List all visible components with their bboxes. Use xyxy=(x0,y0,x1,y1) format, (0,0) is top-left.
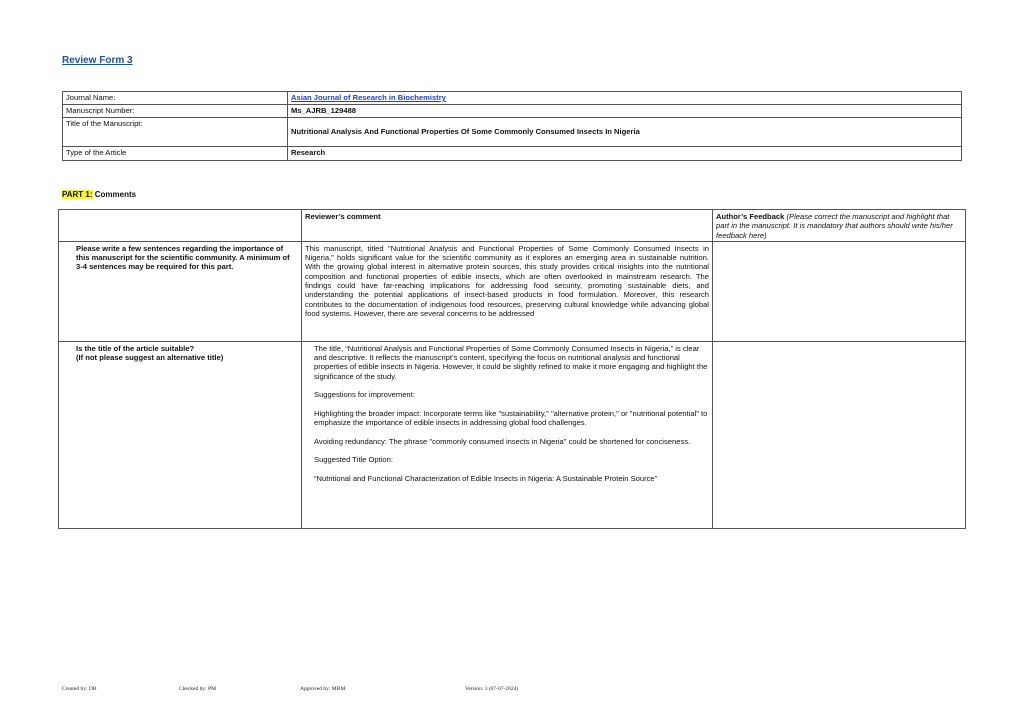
manuscript-number: Ms_AJRB_129488 xyxy=(288,105,962,118)
part-number: PART 1: xyxy=(62,190,93,199)
reviewer-comment-importance xyxy=(302,241,713,341)
journal-label: Journal Name: xyxy=(63,92,288,105)
comment-paragraph: The title, “Nutritional Analysis and Functional Properties of Some Commonly Consumed Insects in Nigeria,” is clear and descriptive. It reflects the manuscript’s content, specifying the focus on nutritional analysis and functional properties of edible insects in Nigeria. However, it could be slightly refined to make it more engaging and highlight the significance of the study. xyxy=(314,343,708,381)
article-type: Research xyxy=(288,147,962,161)
part-label: Comments xyxy=(92,190,137,199)
author-feedback-label: Author’s Feedback xyxy=(716,212,785,221)
reviewer-comment-title xyxy=(302,341,713,528)
part-heading xyxy=(62,190,136,199)
journal-link[interactable]: Asian Journal of Research in Biochemistry xyxy=(291,93,446,102)
comment-paragraph: Highlighting the broader impact: Incorporate terms like "sustainability," "alternative protein," or "nutritional potential" to emphasize the importance of edible insects in addressing global food challenges. xyxy=(314,408,708,428)
manuscript-title: Nutritional Analysis And Functional Properties Of Some Commonly Consumed Insects In Nigeria xyxy=(288,118,962,147)
suggested-title: “Nutritional and Functional Characterization of Edible Insects in Nigeria: A Sustainable Protein Source” xyxy=(314,474,658,484)
footer-created: Created by: DR xyxy=(62,686,97,692)
article-type-label: Type of the Article xyxy=(63,147,288,161)
author-feedback-cell[interactable] xyxy=(713,241,966,341)
table-row xyxy=(59,241,966,341)
comments-table xyxy=(58,209,966,529)
empty-header-cell xyxy=(59,210,302,242)
question-title-suitable: Is the title of the article suitable? (If not please suggest an alternative title) xyxy=(59,341,302,528)
manuscript-number-label: Manuscript Number: xyxy=(63,105,288,118)
question-importance: Please write a few sentences regarding the importance of this manuscript for the scientific community. A minimum of 3-4 sentences may be required for this part. xyxy=(59,241,302,341)
table-row xyxy=(59,341,966,528)
footer-checked: Checked by: PM xyxy=(179,686,216,692)
author-feedback-header xyxy=(713,210,966,242)
author-feedback-instructions: (Please correct the manuscript and highlight that part in the manuscript. It is mandatory that authors should write his/her feedback here) xyxy=(716,212,953,240)
manuscript-title-label: Title of the Manuscript: xyxy=(63,118,288,147)
manuscript-info-table xyxy=(62,91,962,161)
comment-paragraph: This manuscript, titled "Nutritional Analysis and Functional Properties of Some Commonly Consumed Insects in Nigeria," holds significant value for the scientific community as it explores an emerging area in sustainable nutrition. With the growing global interest in alternative protein sources, this study provides critical insights into the nutritional composition and functional properties of edible insects, which are often overlooked in mainstream research. The findings could have far-reaching implications for addressing food security, promoting sustainable diets, and understanding the potential applications of insect-based products in food formulation. Moreover, this research contributes to the documentation of indigenous food resources, preserving cultural knowledge while advancing global food systems. However, there are several concerns to be addressed xyxy=(305,243,709,318)
comment-paragraph: Suggestions for improvement: xyxy=(314,390,415,400)
comment-paragraph: Suggested Title Option: xyxy=(314,455,393,465)
form-title: Review Form 3 xyxy=(62,55,133,66)
reviewer-comment-header: Reviewer’s comment xyxy=(302,210,713,242)
footer-version: Version: 3 (07-07-2024) xyxy=(465,686,519,692)
author-feedback-cell[interactable] xyxy=(713,341,966,528)
comment-paragraph: Avoiding redundancy: The phrase "commonly consumed insects in Nigeria" could be shortened for conciseness. xyxy=(314,436,691,446)
footer-approved: Approved by: MBM xyxy=(300,686,346,692)
